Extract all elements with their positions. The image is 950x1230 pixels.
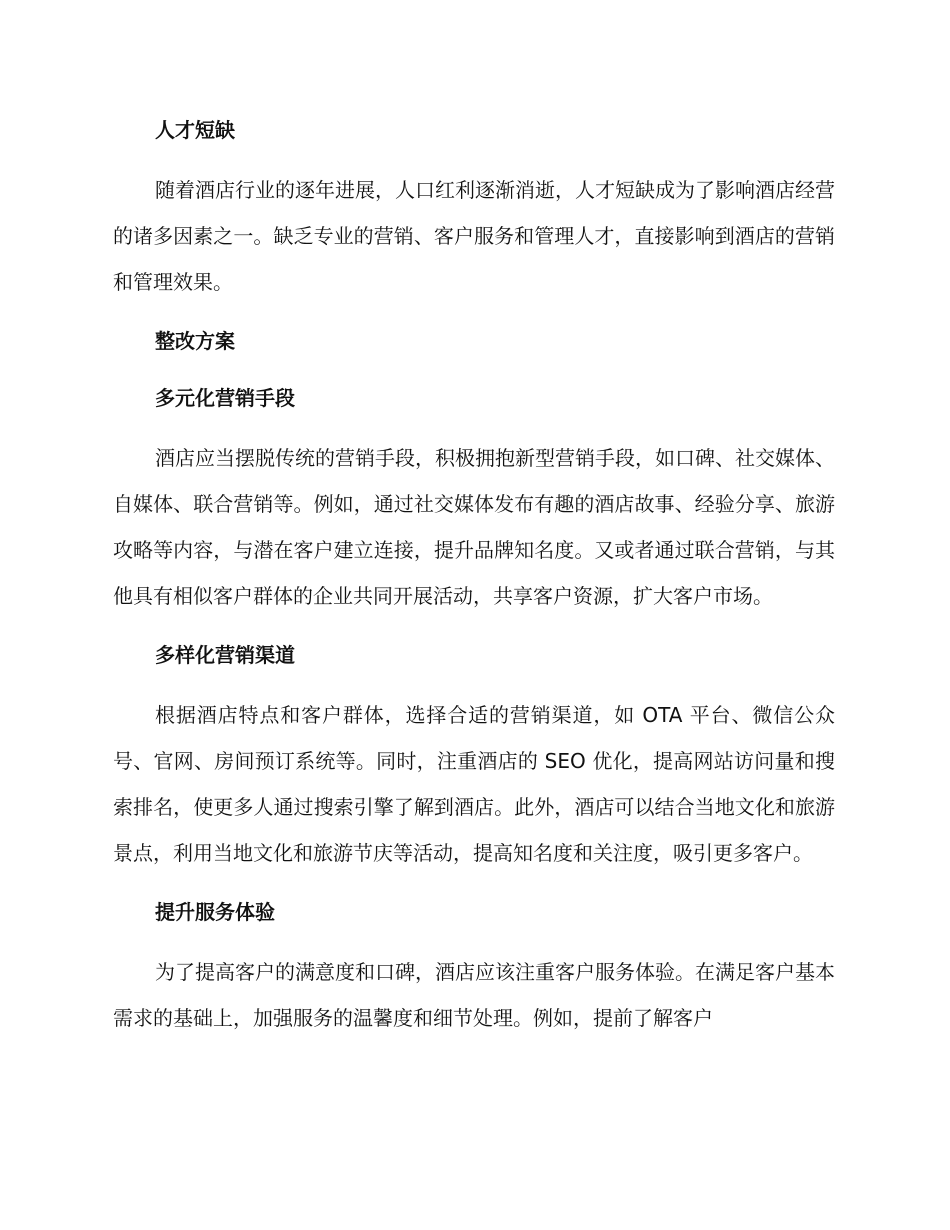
section-heading-service-experience: 提升服务体验 xyxy=(155,900,275,924)
section-body-diversified-marketing-channels: 根据酒店特点和客户群体，选择合适的营销渠道，如 OTA 平台、微信公众号、官网、房间预订系统等。同时，注重酒店的 SEO 优化，提高网站访问量和搜索排名，使更多人通过搜索引擎了解到酒店。此外，酒店可以结合当地文化和旅游景点，利用当地文化和旅游节庆等活动，提高知名度和关注度，吸引更多客户。 xyxy=(113,703,835,865)
section-heading-rectification-plan: 整改方案 xyxy=(155,329,235,353)
section-body-diversified-marketing-means: 酒店应当摆脱传统的营销手段，积极拥抱新型营销手段，如口碑、社交媒体、自媒体、联合营销等。例如，通过社交媒体发布有趣的酒店故事、经验分享、旅游攻略等内容，与潜在客户建立连接，提升品牌知名度。又或者通过联合营销，与其他具有相似客户群体的企业共同开展活动，共享客户资源，扩大客户市场。 xyxy=(113,446,835,608)
section-heading-diversified-marketing-channels: 多样化营销渠道 xyxy=(155,643,295,667)
document-content xyxy=(113,110,835,1057)
section-body-talent-shortage: 随着酒店行业的逐年进展，人口红利逐渐消逝，人才短缺成为了影响酒店经营的诸多因素之一。缺乏专业的营销、客户服务和管理人才，直接影响到酒店的营销和管理效果。 xyxy=(113,178,835,294)
section-heading-talent-shortage: 人才短缺 xyxy=(155,118,235,142)
section-heading-diversified-marketing-means: 多元化营销手段 xyxy=(155,386,295,410)
section-body-service-experience: 为了提高客户的满意度和口碑，酒店应该注重客户服务体验。在满足客户基本需求的基础上，加强服务的温馨度和细节处理。例如，提前了解客户 xyxy=(113,960,835,1030)
